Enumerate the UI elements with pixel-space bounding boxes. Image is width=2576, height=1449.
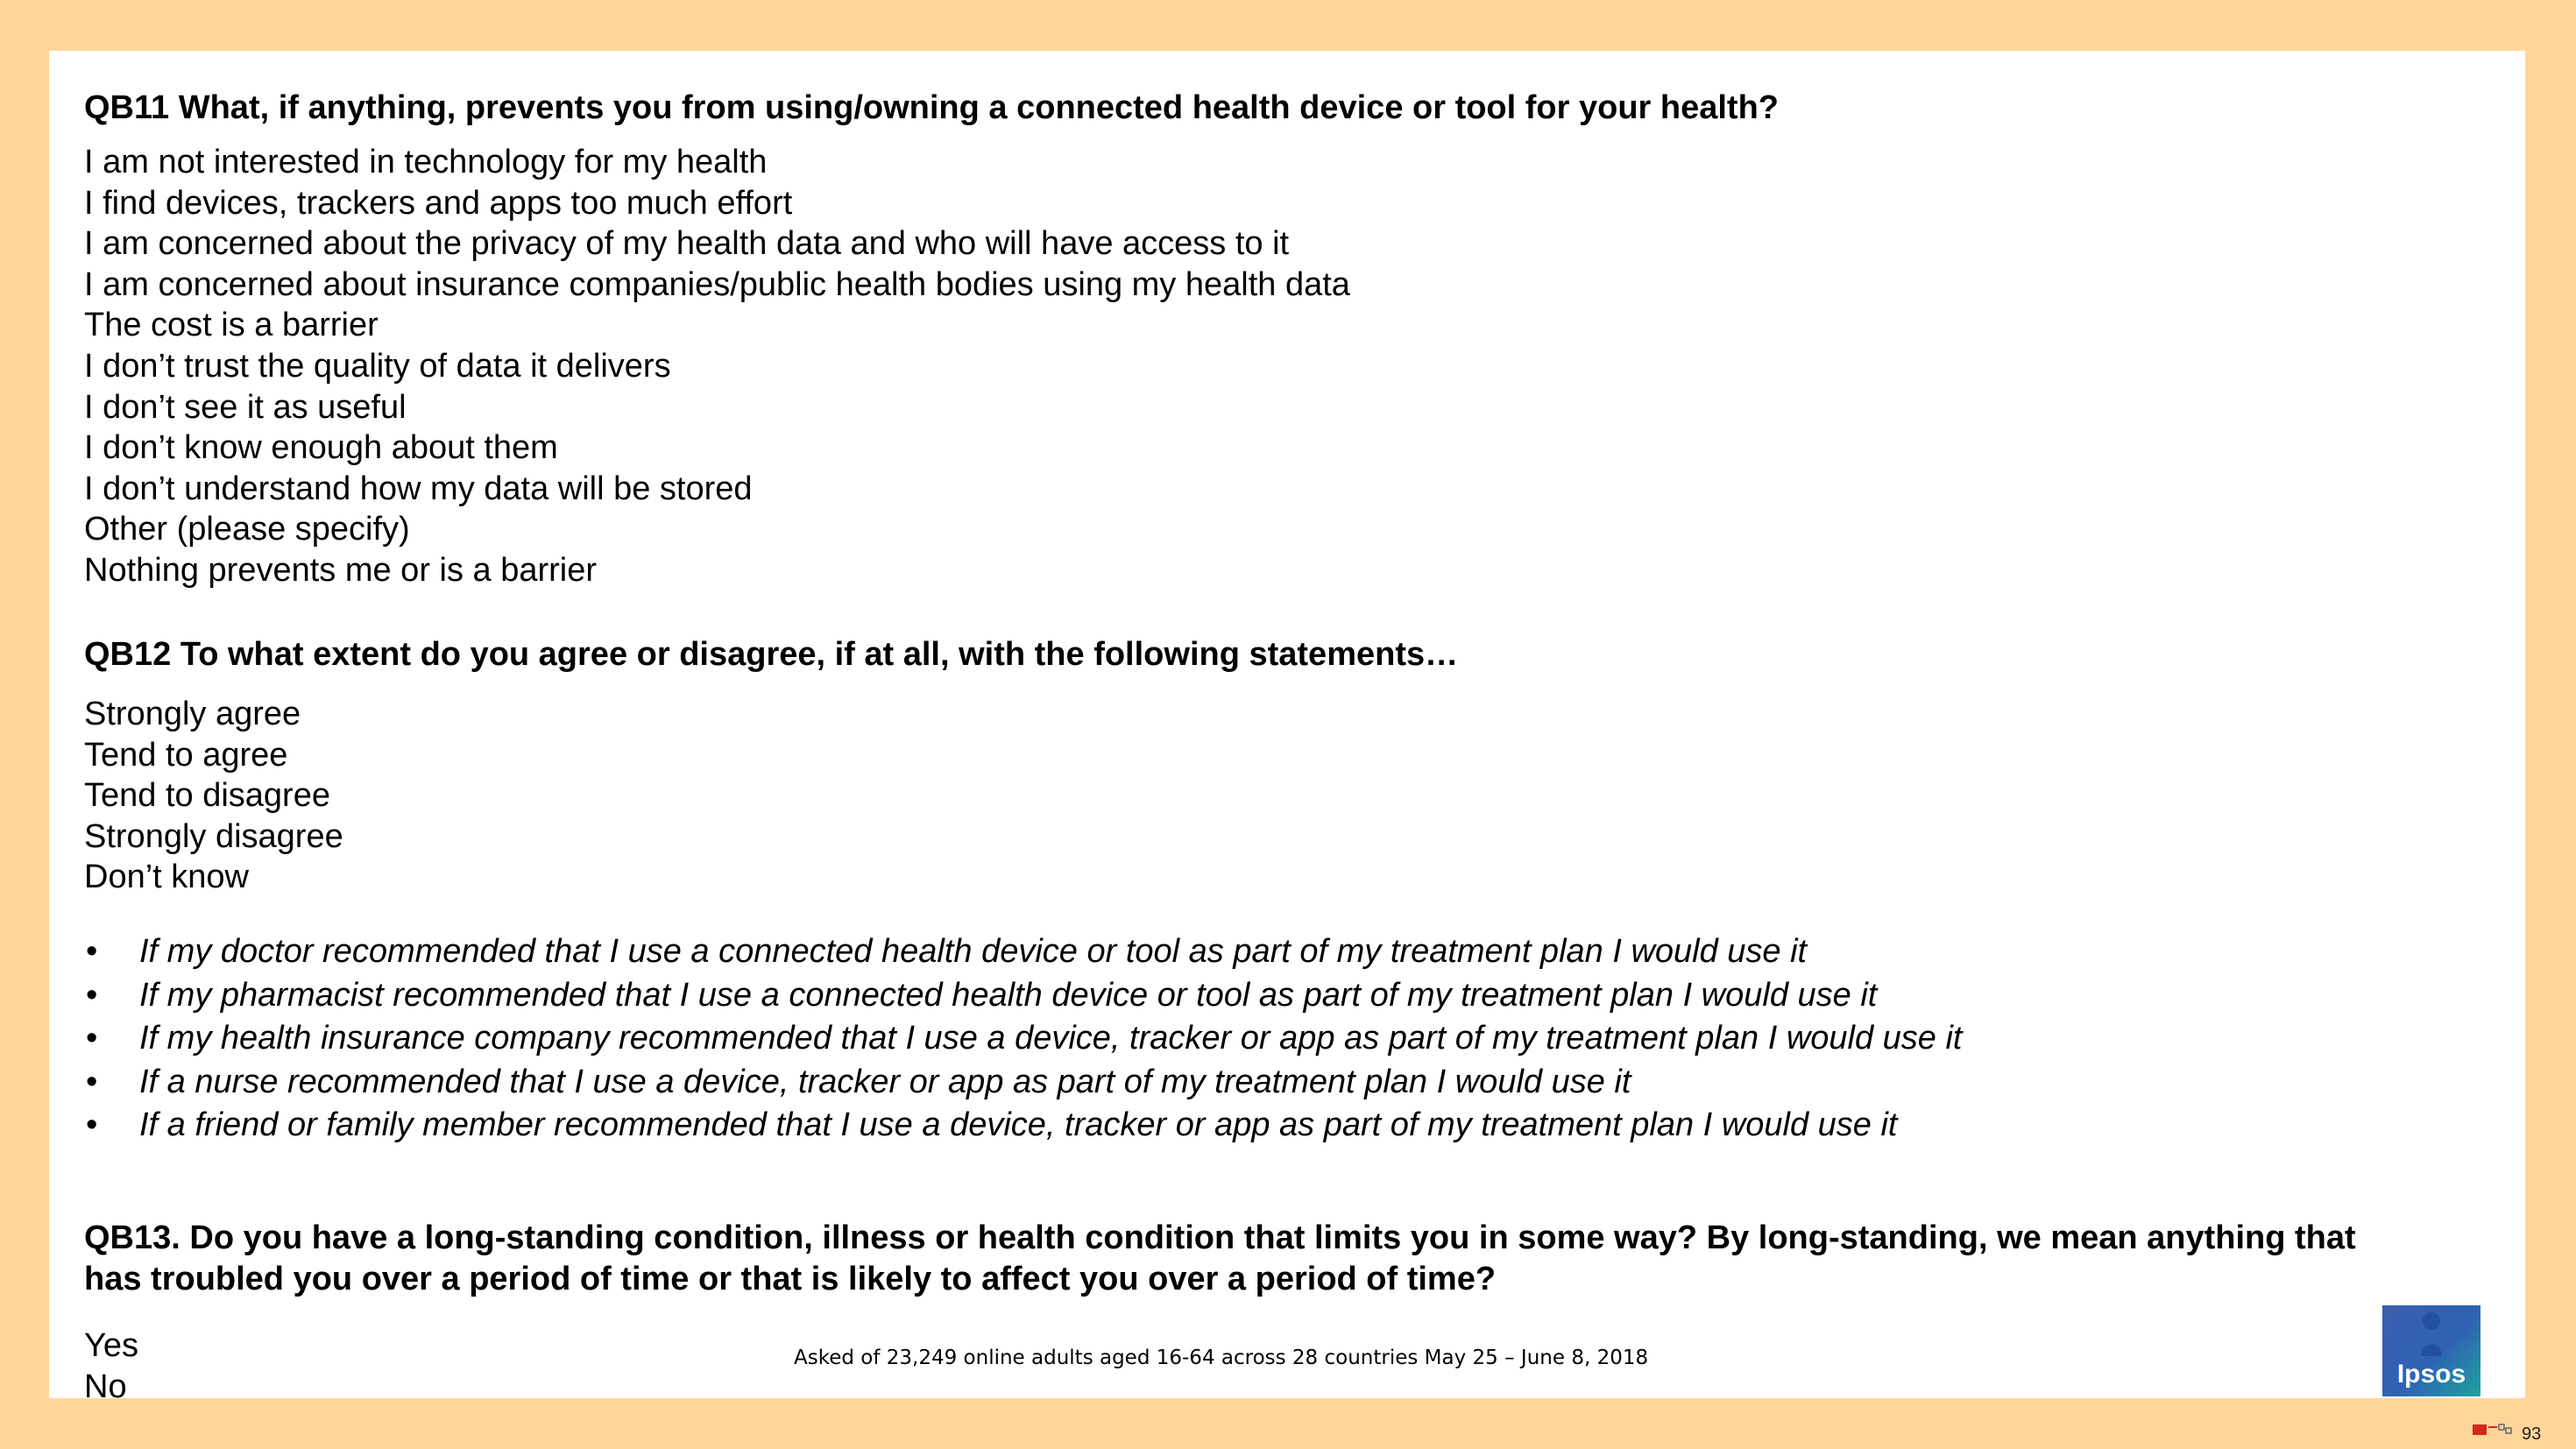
ipsos-logo-text: Ipsos [2396,1360,2466,1389]
ipsos-person-icon [2416,1311,2447,1356]
qb11-heading: QB11 What, if anything, prevents you from using/owning a connected health device or tool for your health? [84,89,1779,126]
qb12-statement-text: If a friend or family member recommended that I use a device, tracker or app as part of my treatment plan I would use it [139,1106,1898,1143]
qb11-answer: I am not interested in technology for my health [84,144,768,180]
qb13-heading [84,1218,2356,1300]
qb12-statement-list [84,930,1962,1148]
qb13-answer: No [84,1368,127,1405]
qb11-answer: Other (please specify) [84,511,410,548]
qb11-answer: I am concerned about insurance companies/public health bodies using my health data [84,265,1350,303]
qb11-answer: I don’t trust the quality of data it delivers [84,347,671,385]
bullet-icon: • [86,1106,98,1143]
qb11-answer: I don’t understand how my data will be stored [84,470,753,507]
bullet-icon: • [86,933,98,970]
corner-watermark-icon [2473,1421,2518,1440]
qb11-answer: Nothing prevents me or is a barrier [84,551,598,589]
qb12-statement [84,930,1962,974]
qb12-statement-text: If my health insurance company recommended that I use a device, tracker or app as part of my treatment plan I would use it [139,1020,1963,1057]
ipsos-logo [2382,1305,2480,1396]
qb11-answer-list [84,142,1350,591]
bullet-icon: • [86,976,98,1014]
qb13-answer: Yes [84,1327,138,1364]
qb12-answer: Tend to disagree [84,777,330,815]
page-number: 93 [2522,1424,2542,1444]
slide-page [49,51,2525,1405]
qb12-answer: Strongly disagree [84,817,343,855]
survey-footnote: Asked of 23,249 online adults aged 16-64 across 28 countries May 25 – June 8, 2018 [794,1347,1649,1369]
qb11-answer: The cost is a barrier [84,307,379,344]
qb11-answer: I am concerned about the privacy of my health data and who will have access to it [84,225,1290,263]
qb12-statement-text: If my doctor recommended that I use a connected health device or tool as part of my treatment plan I would use it [139,933,1808,970]
qb12-statement [84,974,1962,1018]
qb12-heading: QB12 To what extent do you agree or disagree, if at all, with the following statements… [84,636,1459,673]
qb12-statement-text: If a nurse recommended that I use a device, tracker or app as part of my treatment plan I would use it [139,1063,1631,1100]
qb13-heading-line: has troubled you over a period of time or that is likely to affect you over a period of time? [84,1261,1497,1297]
qb12-statement [84,1061,1962,1105]
qb12-statement [84,1017,1962,1061]
qb11-answer: I don’t see it as useful [84,388,407,426]
qb12-answer-list [84,694,343,898]
qb11-answer: I find devices, trackers and apps too much effort [84,184,793,222]
qb12-answer: Tend to agree [84,736,288,774]
qb12-answer: Strongly agree [84,696,301,732]
bullet-icon: • [86,1020,98,1057]
qb11-answer: I don’t know enough about them [84,429,558,467]
qb13-heading-line: QB13. Do you have a long-standing condition, illness or health condition that limits you in some way? By long-standing, we mean anything that [84,1219,2356,1256]
qb13-answer-list [84,1325,138,1407]
bullet-icon: • [86,1063,98,1100]
qb12-statement-text: If my pharmacist recommended that I use a connected health device or tool as part of my treatment plan I would use it [139,976,1878,1014]
qb12-statement [84,1104,1962,1148]
qb12-answer: Don’t know [84,859,249,896]
